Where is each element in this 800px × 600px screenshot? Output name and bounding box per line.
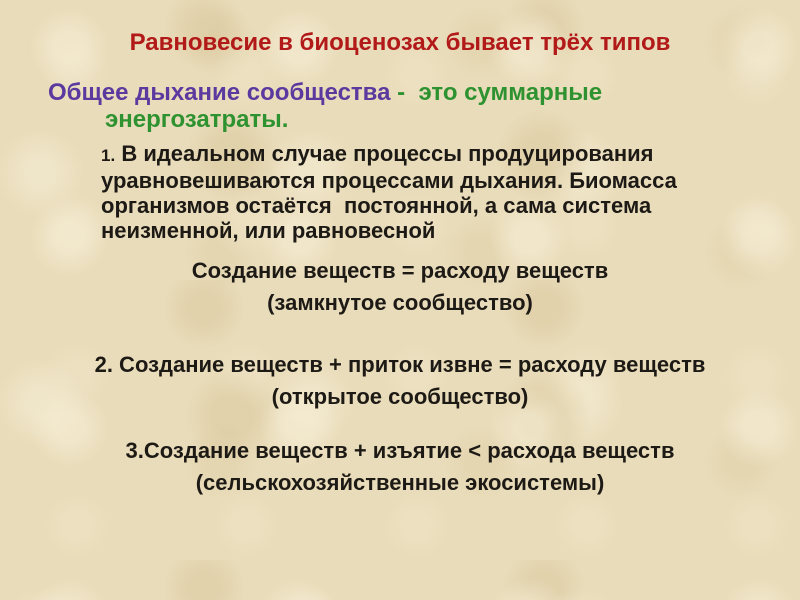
equation-3 — [0, 438, 800, 496]
definition-term: Общее дыхание сообщества — [48, 79, 391, 106]
equation-3-note: (сельскохозяйственные экосистемы) — [195, 470, 605, 495]
point-1-line-3: организмов остаётся постоянной, а сама система — [101, 193, 652, 218]
definition-line — [48, 79, 602, 106]
definition-tail: энергозатраты. — [105, 106, 289, 133]
equation-1-formula: Создание веществ = расходу веществ — [191, 258, 609, 283]
equation-3-formula: 3.Создание веществ + изъятие < расхода веществ — [125, 438, 675, 463]
equation-2 — [0, 352, 800, 410]
slide-title: Равновесие в биоценозах бывает трёх типов — [129, 29, 671, 56]
point-1-line-4: неизменной, или равновесной — [101, 218, 436, 243]
point-1-paragraph — [101, 141, 761, 243]
equation-1 — [0, 258, 800, 316]
equation-1-note: (замкнутое сообщество) — [267, 290, 533, 315]
equation-2-formula: 2. Создание веществ + приток извне = расходу веществ — [94, 352, 706, 377]
definition-lead: - это суммарные — [390, 79, 603, 106]
point-1-line-2: уравновешиваются процессами дыхания. Биомасса — [101, 168, 677, 193]
point-1-number: 1. — [101, 146, 116, 165]
point-1-line-1: В идеальном случае процессы продуцирования — [121, 141, 654, 166]
equation-2-note: (открытое сообщество) — [271, 384, 529, 409]
